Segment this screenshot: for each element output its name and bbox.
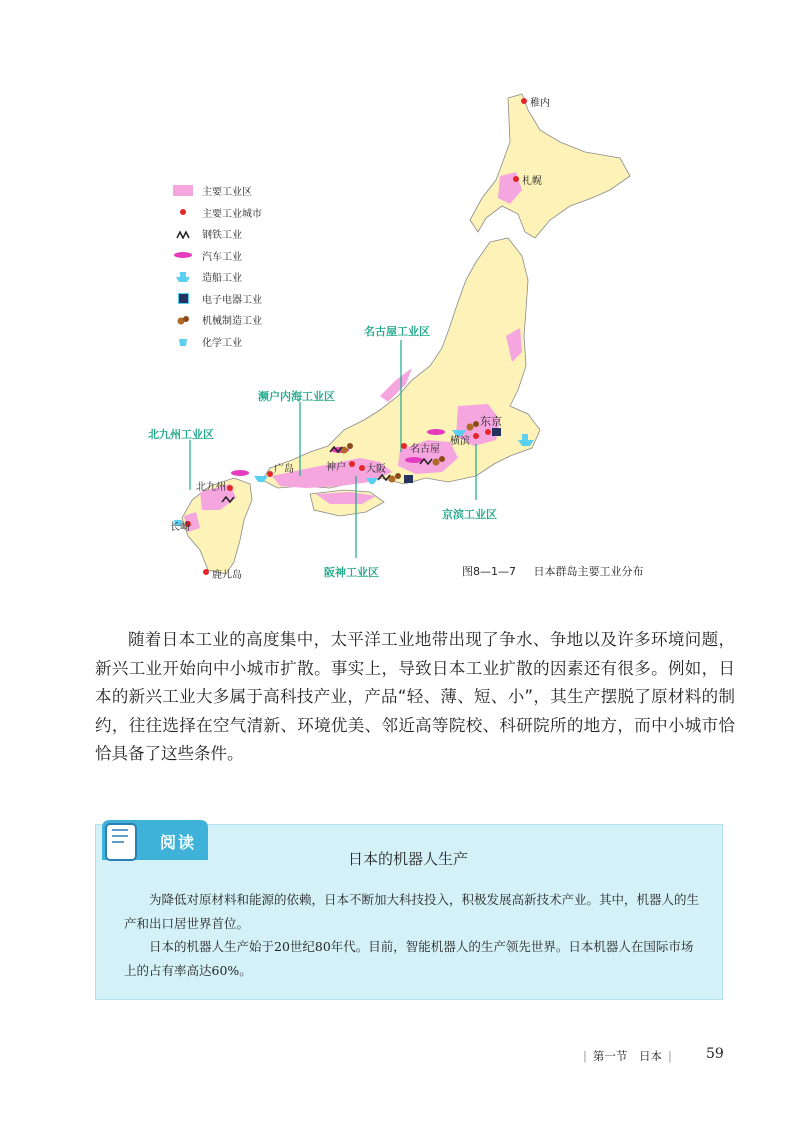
city-tokyo xyxy=(485,429,491,435)
ship-icon xyxy=(172,270,194,284)
steel-icon xyxy=(172,227,194,241)
reading-title: 日本的机器人生产 xyxy=(347,850,468,868)
label-osaka: 大阪 xyxy=(366,464,386,475)
figure-number: 图8—1—7 xyxy=(462,565,516,578)
region-label-hanshin: 阪神工业区 xyxy=(324,566,379,579)
map-legend xyxy=(172,180,262,352)
label-nagasaki: 长崎 xyxy=(170,522,190,533)
figure-caption xyxy=(462,563,658,579)
label-tokyo: 东京 xyxy=(480,415,502,428)
city-kitakyushu xyxy=(227,485,233,491)
reading-paragraph: 为降低对原材料和能源的依赖，日本不断加大科技投入，积极发展高新技术产业。其中，机器人的生产和出口居世界首位。 xyxy=(124,892,700,931)
car-icon xyxy=(231,470,249,476)
legend-label: 主要工业城市 xyxy=(202,208,262,220)
label-kagoshima: 鹿儿岛 xyxy=(212,570,242,581)
reading-body xyxy=(124,888,702,982)
city-wakkanai xyxy=(521,98,527,104)
region-label-setouchi: 濒户内海工业区 xyxy=(258,390,335,403)
flask-icon xyxy=(172,334,194,348)
running-footer: | 第一节 日本 | xyxy=(583,1049,672,1063)
legend-row xyxy=(172,309,262,331)
hokkaido-island xyxy=(470,94,630,238)
computer-icon xyxy=(492,428,501,436)
legend-label: 汽车工业 xyxy=(202,251,242,263)
industrial-zone-swatch xyxy=(172,184,194,198)
legend-row xyxy=(172,266,262,288)
computer-icon xyxy=(404,475,413,483)
gear-icon xyxy=(172,313,194,327)
region-label-keihin: 京滨工业区 xyxy=(442,508,497,521)
label-yokohama: 横滨 xyxy=(450,436,470,447)
label-wakkanai: 稚内 xyxy=(530,98,550,109)
legend-row xyxy=(172,202,262,224)
city-yokohama xyxy=(473,433,479,439)
city-nagoya xyxy=(401,443,407,449)
label-hiroshima: 广岛 xyxy=(274,464,294,475)
computer-icon xyxy=(172,291,194,305)
region-label-nagoya: 名古屋工业区 xyxy=(364,325,430,338)
footer-section: 第一节 xyxy=(592,1049,628,1063)
figure-title: 日本群岛主要工业分布 xyxy=(533,565,644,578)
reading-paragraph: 日本的机器人生产始于20世纪80年代。目前，智能机器人的生产领先世界。日本机器人在国际市场上的占有率高达60%。 xyxy=(124,939,694,978)
reading-tag-label: 阅读 xyxy=(160,833,197,852)
city-osaka xyxy=(359,465,365,471)
legend-label: 主要工业区 xyxy=(202,187,252,199)
city-dot-icon xyxy=(172,205,194,219)
footer-chapter: 日本 xyxy=(639,1049,663,1063)
legend-row xyxy=(172,223,262,245)
city-sapporo xyxy=(513,176,519,182)
body-paragraph: 随着日本工业的高度集中，太平洋工业地带出现了争水、争地以及许多环境问题，新兴工业开始向中小城市扩散。事实上，导致日本工业扩散的因素还有很多。例如，日本的新兴工业大多属于高科技产业，产品“轻、薄、短、小”，其生产摆脱了原材料的制约，往往选择在空气清新、环境优美、邻近高等院校、科研院所的地方，而中小城市恰恰具备了这些条件。 xyxy=(95,630,735,763)
legend-label: 钢铁工业 xyxy=(202,230,242,242)
legend-row xyxy=(172,180,262,202)
label-sapporo: 札幌 xyxy=(522,176,542,187)
legend-row xyxy=(172,331,262,353)
car-icon xyxy=(405,457,423,463)
legend-label: 造船工业 xyxy=(202,273,242,285)
page-number: 59 xyxy=(706,1046,724,1062)
label-kobe: 神户 xyxy=(326,462,346,473)
legend-row xyxy=(172,288,262,310)
legend-label: 机械制造工业 xyxy=(202,316,262,328)
legend-label: 电子电器工业 xyxy=(202,294,262,306)
city-kobe xyxy=(349,461,355,467)
label-nagoya: 名古屋 xyxy=(410,444,440,455)
region-label-kitakyushu: 北九州工业区 xyxy=(148,428,214,441)
car-icon xyxy=(427,429,445,435)
label-kitakyushu: 北九州 xyxy=(196,482,226,493)
car-icon xyxy=(172,248,194,262)
city-kagoshima xyxy=(203,569,209,575)
legend-label: 化学工业 xyxy=(202,337,242,349)
legend-row xyxy=(172,245,262,267)
